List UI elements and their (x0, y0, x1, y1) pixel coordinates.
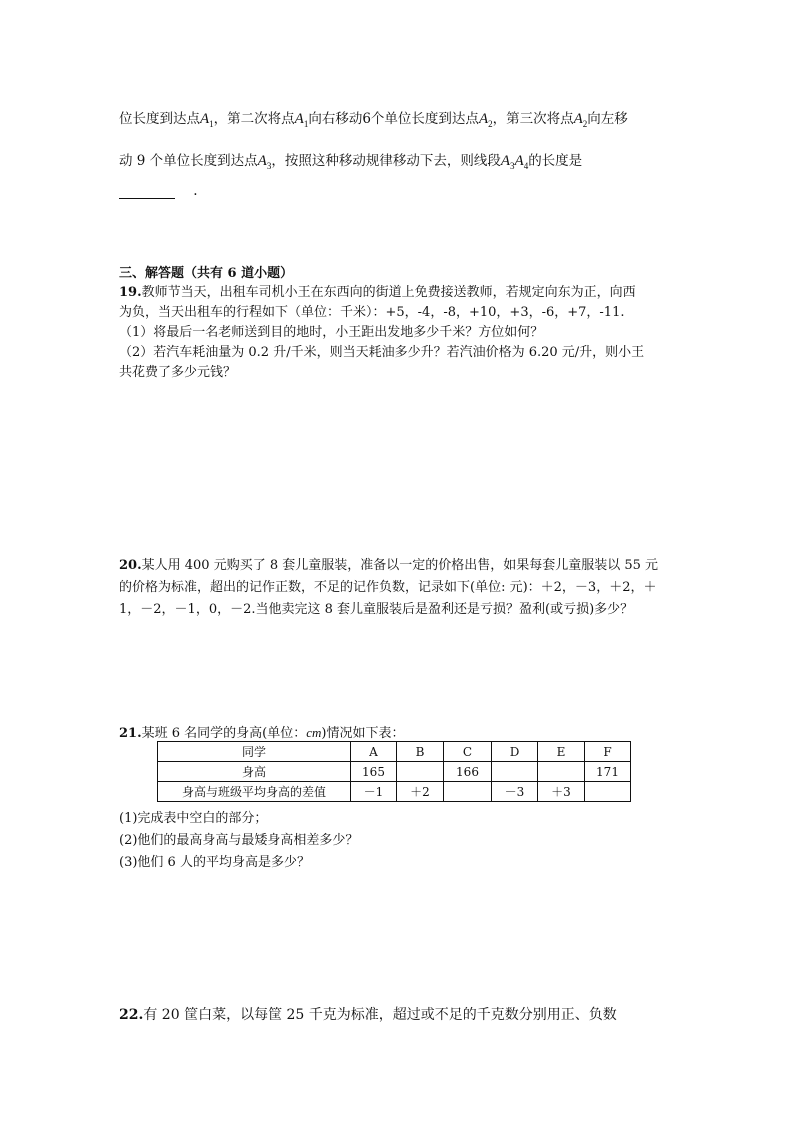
table-cell: B (397, 742, 444, 762)
table-cell: E (538, 742, 585, 762)
table-cell (397, 762, 444, 782)
q18-line-1 (119, 107, 628, 129)
q18-text: 的长度是 (528, 153, 583, 169)
table-cell (538, 762, 585, 782)
point-a3 (258, 153, 272, 169)
q19-text: 教师节当天，出租车司机小王在东西向的街道上免费接送教师，若规定向东为正，向西 (141, 285, 636, 300)
q20-line-2: 的价格为标准，超出的记作正数，不足的记作负数，记录如下(单位: 元)：＋2，－3，＋2，＋ (119, 580, 657, 595)
point-a4-letter: A (514, 153, 524, 169)
point-a1 (200, 111, 214, 127)
q20-line-1 (119, 555, 658, 577)
table-cell: D (492, 742, 538, 762)
question-number: 20. (119, 558, 142, 573)
q21-sub-3: (3)他们 6 人的平均身高是多少？ (119, 855, 310, 870)
q18-text: ，按照这种移动规律移动下去，则线段 (271, 153, 501, 169)
point-a4-sub: 4 (523, 161, 529, 171)
table-cell: －1 (351, 782, 397, 802)
table-cell (585, 782, 631, 802)
table-cell (492, 762, 538, 782)
question-number: 21. (119, 726, 142, 741)
table-cell: 165 (351, 762, 397, 782)
table-cell: ＋2 (397, 782, 444, 802)
q18-text: 动 9 个单位长度到达点 (119, 153, 258, 169)
question-22 (119, 1004, 617, 1024)
point-a2-letter: A (573, 111, 583, 127)
q18-text: 向左移 (587, 111, 628, 127)
table-cell: 同学 (158, 742, 351, 762)
q18-line-2 (119, 149, 582, 171)
q18-text: 位长度到达点 (119, 111, 200, 127)
q19-line-4: （2）若汽车耗油量为 0.2 升/千米，则当天耗油多少升？若汽油价格为 6.20 元/升，则小王 (119, 345, 645, 360)
table-cell: 身高与班级平均身高的差值 (158, 782, 351, 802)
q21-subquestions (119, 808, 358, 874)
point-a2-letter: A (478, 111, 489, 127)
height-table (157, 741, 631, 802)
point-a3-letter: A (257, 153, 267, 169)
q18-text: ，第三次将点 (492, 111, 574, 127)
q21-text: 某班 6 名同学的身高(单位： (141, 726, 307, 741)
question-number: 22. (119, 1007, 144, 1023)
q21-intro (119, 722, 404, 741)
q22-text: 有 20 筐白菜，以每筐 25 千克为标准，超过或不足的千克数分别用正、负数 (143, 1007, 617, 1023)
point-a1-letter: A (294, 111, 304, 127)
table-cell: C (444, 742, 492, 762)
q21-sub-2: (2)他们的最高身高与最矮身高相差多少？ (119, 833, 359, 848)
q18-text: ，第二次将点 (213, 111, 295, 127)
point-a2 (574, 111, 588, 127)
unit: cm (306, 725, 322, 740)
point-a1-sub: 1 (209, 119, 214, 129)
point-a3-sub: 3 (266, 161, 272, 171)
table-row (158, 742, 631, 762)
table-cell (444, 782, 492, 802)
q21-sub-1: (1)完成表中空白的部分； (119, 811, 268, 826)
table-cell: A (351, 742, 397, 762)
q20-line-3: 1，－2，－1，0，－2.当他卖完这 8 套儿童服装后是盈利还是亏损？盈利(或亏损)多少？ (119, 602, 634, 617)
table-cell: 身高 (158, 762, 351, 782)
section-title: 三、解答题（共有 6 道小题） (119, 266, 294, 281)
q19-line-3: （1）将最后一名老师送到目的地时，小王距出发地多少千米？方位如何？ (119, 325, 544, 340)
point-a2 (479, 111, 493, 127)
q21-text: )情况如下表： (321, 726, 405, 741)
point-a1-sub: 1 (303, 119, 309, 129)
question-number: 19. (119, 285, 142, 300)
q19-line-1 (119, 283, 644, 303)
question-19 (119, 283, 644, 383)
point-a2-sub: 2 (582, 119, 588, 129)
answer-blank[interactable] (119, 184, 175, 199)
q19-line-5: 共花费了多少元钱？ (119, 365, 237, 380)
q19-line-2: 为负，当天出租车的行程如下（单位：千米）：+5，-4，-8，+10，+3，-6，+7，-11. (119, 305, 625, 320)
table-cell: F (585, 742, 631, 762)
point-a3-letter: A (500, 153, 511, 169)
question-20 (119, 555, 658, 621)
table-cell: －3 (492, 782, 538, 802)
point-a1 (295, 111, 309, 127)
table-cell: 166 (444, 762, 492, 782)
q18-line-3 (119, 183, 198, 199)
point-a2-sub: 2 (488, 119, 493, 129)
table-cell: ＋3 (538, 782, 585, 802)
point-a3-sub: 3 (510, 161, 515, 171)
period: . (193, 183, 198, 199)
table-row (158, 782, 631, 802)
q18-text: 向右移动6个单位长度到达点 (308, 111, 479, 127)
segment-a3a4 (501, 153, 528, 169)
table-cell: 171 (585, 762, 631, 782)
point-a1-letter: A (200, 111, 210, 127)
table-row (158, 762, 631, 782)
q20-text: 某人用 400 元购买了 8 套儿童服装，准备以一定的价格出售，如果每套儿童服装以 55 元 (141, 558, 659, 573)
